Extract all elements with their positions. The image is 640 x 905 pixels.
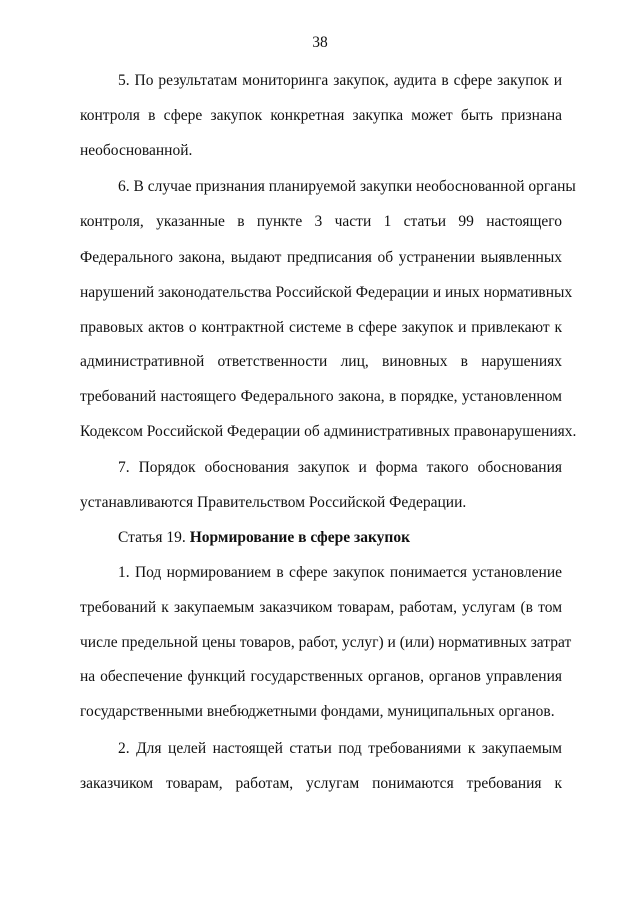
- text-line: устанавливаются Правительством Российской Федерации.: [80, 494, 467, 511]
- text-line: Федерального закона, выдают предписания об устранении выявленных: [80, 249, 562, 266]
- text-line: 1. Под нормированием в сфере закупок понимается установление: [118, 564, 562, 581]
- text-line: необоснованной.: [80, 142, 193, 159]
- text-line: заказчиком товарам, работам, услугам понимаются требования к: [80, 775, 562, 792]
- page-number: 38: [312, 34, 328, 51]
- article-title: Нормирование в сфере закупок: [189, 529, 411, 546]
- text-line: контроля в сфере закупок конкретная закупка может быть признана: [80, 107, 562, 124]
- text-line: Кодексом Российской Федерации об административных правонарушениях.: [80, 423, 577, 440]
- text-line: государственными внебюджетными фондами, муниципальных органов.: [80, 703, 555, 720]
- text-line: правовых актов о контрактной системе в сфере закупок и привлекают к: [80, 319, 562, 336]
- text-line: требований настоящего Федерального закона, в порядке, установленном: [80, 388, 562, 405]
- article-heading: [118, 529, 562, 547]
- text-line: нарушений законодательства Российской Федерации и иных нормативных: [80, 284, 573, 301]
- text-line: 5. По результатам мониторинга закупок, аудита в сфере закупок и: [118, 72, 562, 89]
- text-line: контроля, указанные в пункте 3 части 1 статьи 99 настоящего: [80, 213, 562, 230]
- text-line: 7. Порядок обоснования закупок и форма такого обоснования: [118, 459, 562, 476]
- text-line: требований к закупаемым заказчиком товарам, работам, услугам (в том: [80, 599, 562, 616]
- text-line: числе предельной цены товаров, работ, услуг) и (или) нормативных затрат: [80, 634, 572, 651]
- text-line: на обеспечение функций государственных органов, органов управления: [80, 668, 562, 685]
- text-line: 2. Для целей настоящей статьи под требованиями к закупаемым: [118, 740, 562, 757]
- text-line: 6. В случае признания планируемой закупки необоснованной органы: [118, 178, 576, 195]
- article-number: Статья 19.: [118, 529, 186, 546]
- text-line: административной ответственности лиц, виновных в нарушениях: [80, 353, 562, 370]
